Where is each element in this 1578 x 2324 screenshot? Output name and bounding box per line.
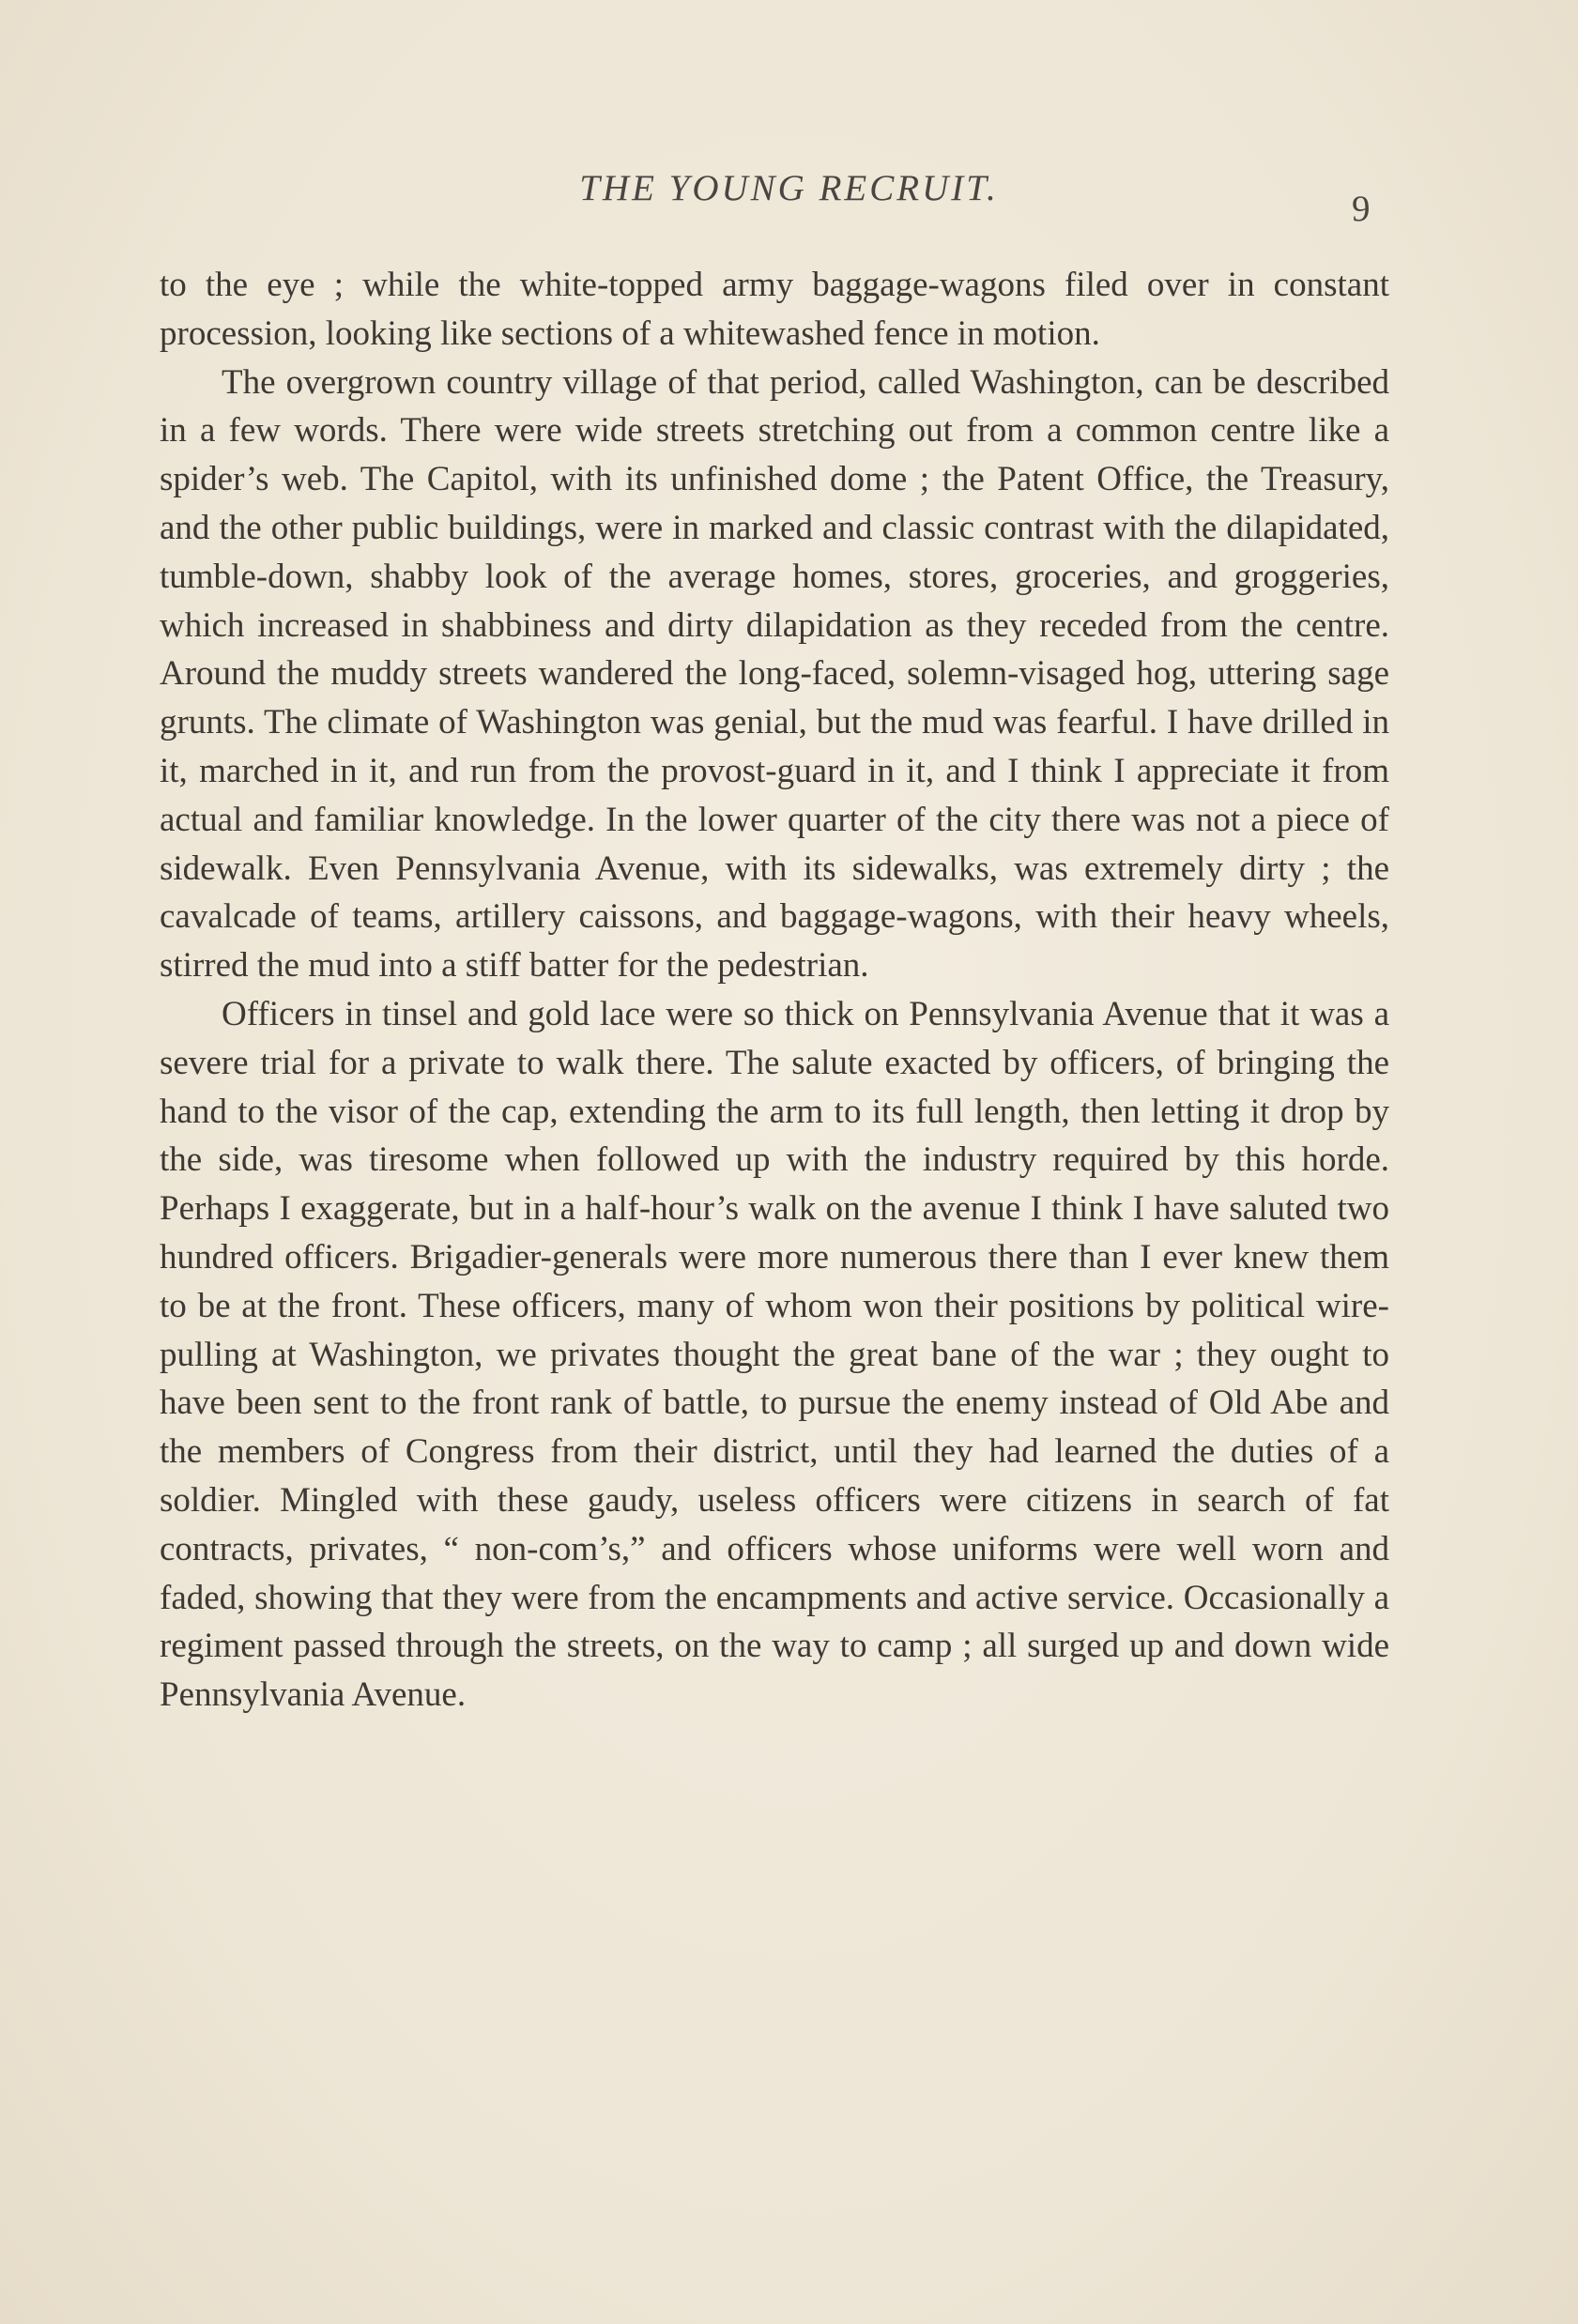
paragraph-officers: Officers in tinsel and gold lace were so thick on Pennsylvania Avenue that it was a severe trial for a private to walk there. The salute exacted by officers, of bringing the hand to the visor of the cap, extending the arm to its full length, then letting it drop by the side, was tiresome when followed up with the industry required by this horde. Perhaps I exaggerate, but in a half-hour’s walk on the avenue I think I have saluted two hundred officers. Brigadier-generals were more numerous there than I ever knew them to be at the front. These officers, many of whom won their positions by political wire-pulling at Washington, we privates thought the great bane of the war ; they ought to have been sent to the front rank of battle, to pursue the enemy instead of Old Abe and the members of Congress from their district, until they had learned the duties of a soldier. Mingled with these gaudy, useless officers were citizens in search of fat contracts, privates, “ non-com’s,” and officers whose uniforms were well worn and faded, showing that they were from the encampments and active service. Occasionally a regiment passed through the streets, on the way to camp ; all surged up and down wide Pennsylvania Avenue. bbox=[160, 994, 1389, 1715]
body-text bbox=[160, 261, 1389, 1720]
paragraph-continued: to the eye ; while the white-topped army baggage-wagons filed over in constant procession, looking like sections of a whitewashed fence in motion. bbox=[160, 266, 1389, 353]
running-title: THE YOUNG RECRUIT. bbox=[579, 168, 999, 208]
paragraph-washington-village: The overgrown country village of that period, called Washington, can be described in a few words. There were wide streets stretching out from a common centre like a spider’s web. The Capitol, with its unfinished dome ; the Patent Office, the Treasury, and the other public buildings, were in marked and classic contrast with the dilapidated, tumble-down, shabby look of the average homes, stores, groceries, and groggeries, which increased in shabbiness and dirty dilapidation as they receded from the centre. Around the muddy streets wandered the long-faced, solemn-visaged hog, uttering sage grunts. The climate of Washington was genial, but the mud was fearful. I have drilled in it, marched in it, and run from the provost-guard in it, and I think I appreciate it from actual and familiar knowledge. In the lower quarter of the city there was not a piece of sidewalk. Even Pennsylvania Avenue, with its sidewalks, was extremely dirty ; the cavalcade of teams, artillery caissons, and baggage-wagons, with their heavy wheels, stirred the mud into a stiff batter for the pedestrian. bbox=[160, 362, 1389, 986]
page-number: 9 bbox=[1352, 189, 1371, 229]
